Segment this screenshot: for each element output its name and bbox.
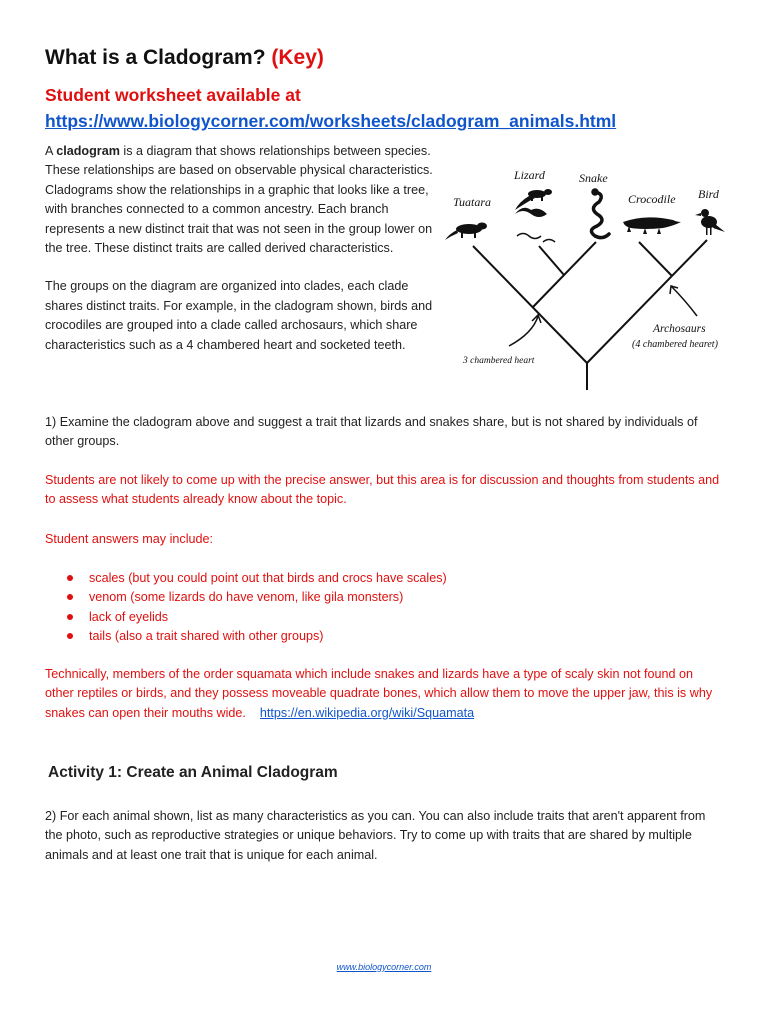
taxon-label-crocodile: Crocodile xyxy=(628,192,676,206)
list-item: tails (also a trait shared with other groups) xyxy=(65,627,447,646)
intro-paragraph-2: The groups on the diagram are organized into clades, each clade shares distinct traits. For example, in the cladogram shown, birds and crocodiles are grouped into a clade called archosaurs, which share characteristics such as a 4 chambered heart and socketed teeth. xyxy=(45,279,433,352)
answer-list xyxy=(65,569,447,647)
bullet-icon xyxy=(67,575,73,581)
bullet-icon xyxy=(67,614,73,620)
archosaurs-label: Archosaurs xyxy=(653,323,706,335)
worksheet-link[interactable]: https://www.biologycorner.com/worksheets/cladogram_animals.html xyxy=(45,111,617,131)
activity-heading: Activity 1: Create an Animal Cladogram xyxy=(48,764,338,781)
footer-link[interactable]: www.biologycorner.com xyxy=(336,962,432,972)
cladogram-term: cladogram xyxy=(56,144,120,158)
worksheet-subtitle: Student worksheet available at xyxy=(45,85,301,105)
tuatara-icon xyxy=(445,223,487,241)
cladogram-diagram xyxy=(445,158,735,393)
heart-label: 3 chambered heart xyxy=(463,356,535,366)
crocodile-icon xyxy=(623,217,681,234)
title-text: What is a Cladogram? xyxy=(45,46,266,69)
archosaurs-note: (4 chambered hearet) xyxy=(632,339,718,350)
bullet-icon xyxy=(67,633,73,639)
snake-icon xyxy=(591,190,609,238)
title-key-label: (Key) xyxy=(271,46,324,69)
answers-intro: Student answers may include: xyxy=(45,532,214,546)
archosaur-arrow xyxy=(670,286,697,316)
intro-paragraph-1: A cladogram is a diagram that shows relationships between species. These relationships are based on observable physical characteristics. Cladograms show the relationships in a graphic that looks like a tree, with branches connected to a common ancestry. Each branch represents a new distinct trait that was not seen in the group lower on the tree. These distinct traits are called derived characteristics. xyxy=(45,144,433,256)
cladogram-tree xyxy=(473,240,707,390)
bird-icon xyxy=(695,209,725,235)
question-2: 2) For each animal shown, list as many characteristics as you can. You can also include traits that aren't apparent from the photo, such as reproductive strategies or unique behaviors. Try to come up with traits that are shared by multiple animals and at least one trait that is unique for each animal. xyxy=(45,809,706,862)
squamate-marks xyxy=(517,234,555,243)
intro-text xyxy=(45,142,440,374)
taxon-label-bird: Bird xyxy=(698,187,719,201)
heart-arrow xyxy=(509,315,541,346)
taxon-label-snake: Snake xyxy=(579,171,608,185)
question-1: 1) Examine the cladogram above and suggest a trait that lizards and snakes share, but is not shared by individuals of other groups. xyxy=(45,415,698,449)
technical-note: Technically, members of the order squamata which include snakes and lizards have a type of scaly skin not found on other reptiles or birds, and they possess moveable quadrate bones, which allow them to move the upper jaw, this is why snakes can open their mouths wide. https://en.wikipedia.org/wiki/Squamata xyxy=(45,667,713,720)
bullet-icon xyxy=(67,594,73,600)
taxon-label-lizard: Lizard xyxy=(514,168,545,182)
taxon-label-tuatara: Tuatara xyxy=(453,195,492,209)
wikipedia-link[interactable]: https://en.wikipedia.org/wiki/Squamata xyxy=(259,705,475,720)
list-item: lack of eyelids xyxy=(65,608,447,627)
list-item: scales (but you could point out that birds and crocs have scales) xyxy=(65,569,447,588)
lizard-icon xyxy=(515,189,552,217)
teacher-note: Students are not likely to come up with the precise answer, but this area is for discussion and thoughts from students and to assess what students already know about the topic. xyxy=(45,473,720,507)
page-title xyxy=(45,46,324,70)
list-item: venom (some lizards do have venom, like gila monsters) xyxy=(65,588,447,607)
